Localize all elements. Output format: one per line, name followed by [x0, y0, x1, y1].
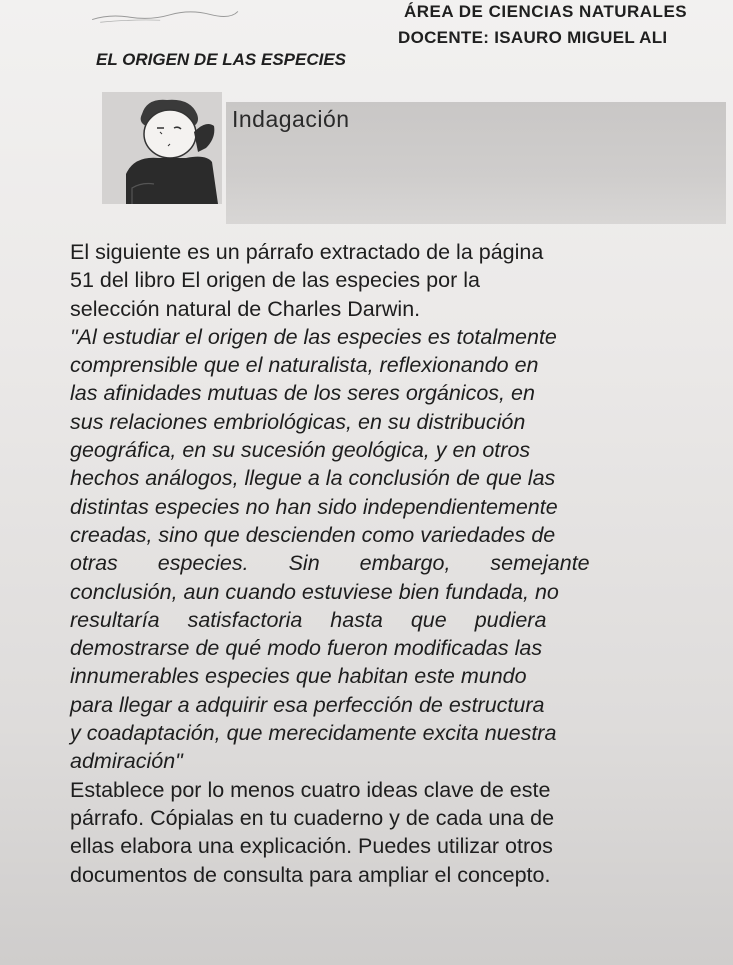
quote-line	[70, 691, 660, 719]
quote-line	[70, 634, 660, 662]
quote-line	[70, 719, 660, 747]
quote-line	[70, 662, 660, 690]
task-line-3: ellas elabora una explicación. Puedes utilizar otros	[70, 834, 553, 859]
task-line	[70, 861, 660, 889]
quote-line	[70, 351, 660, 379]
intro-line	[70, 266, 660, 294]
quote-line-9: otras especies. Sin embargo, semejante	[70, 551, 590, 576]
quote-line-11: resultaría satisfactoria hasta que pudiera	[70, 607, 547, 632]
quote-line	[70, 549, 660, 577]
task-line-1: Establece por lo menos cuatro ideas clave de este	[70, 777, 551, 802]
intro-line-2: 51 del libro El origen de las especies por la	[70, 268, 480, 293]
document-title: EL ORIGEN DE LAS ESPECIES	[96, 50, 347, 69]
quote-line-1: "Al estudiar el origen de las especies es totalmente	[70, 324, 557, 349]
quote-line-15: y coadaptación, que merecidamente excita nuestra	[70, 721, 557, 746]
quote-line	[70, 464, 660, 492]
quote-line-13: innumerables especies que habitan este mundo	[70, 664, 527, 689]
task-line-4: documentos de consulta para ampliar el concepto.	[70, 862, 551, 887]
quote-line	[70, 408, 660, 436]
task-line	[70, 776, 660, 804]
quote-line-10: conclusión, aun cuando estuviese bien fundada, no	[70, 579, 559, 604]
quote-line-7: distintas especies no han sido independientemente	[70, 494, 558, 519]
quote-line	[70, 323, 660, 351]
quote-line-4: sus relaciones embriológicas, en su distribución	[70, 409, 526, 434]
teacher-name: DOCENTE: ISAURO MIGUEL ALI	[398, 28, 668, 47]
quote-line	[70, 578, 660, 606]
quote-line	[70, 379, 660, 407]
quote-line	[70, 436, 660, 464]
body-text	[70, 238, 660, 889]
quote-line-3: las afinidades mutuas de los seres orgánicos, en	[70, 381, 535, 406]
quote-line-16: admiración"	[70, 749, 183, 774]
task-line	[70, 832, 660, 860]
quote-line-8: creadas, sino que descienden como variedades de	[70, 522, 556, 547]
quote-line	[70, 521, 660, 549]
area-title: ÁREA DE CIENCIAS NATURALES	[404, 2, 688, 21]
task-line	[70, 804, 660, 832]
quote-line-12: demostrarse de qué modo fueron modificadas las	[70, 636, 543, 661]
header-stamp-logo	[90, 5, 240, 24]
intro-line	[70, 238, 660, 266]
intro-line	[70, 295, 660, 323]
quote-line-2: comprensible que el naturalista, reflexionando en	[70, 353, 539, 378]
quote-line-5: geográfica, en su sucesión geológica, y en otros	[70, 438, 531, 463]
intro-line-3: selección natural de Charles Darwin.	[70, 296, 421, 321]
intro-line-1: El siguiente es un párrafo extractado de la página	[70, 240, 544, 264]
quote-line	[70, 606, 660, 634]
quote-line-6: hechos análogos, llegue a la conclusión de que las	[70, 466, 556, 491]
quote-line	[70, 747, 660, 775]
stamp-scribble	[90, 5, 240, 24]
task-line-2: párrafo. Cópialas en tu cuaderno y de cada una de	[70, 805, 555, 830]
quote-line	[70, 493, 660, 521]
thinking-person-illustration	[102, 92, 222, 204]
section-label: Indagación	[232, 106, 350, 132]
quote-line-14: para llegar a adquirir esa perfección de estructura	[70, 692, 545, 717]
